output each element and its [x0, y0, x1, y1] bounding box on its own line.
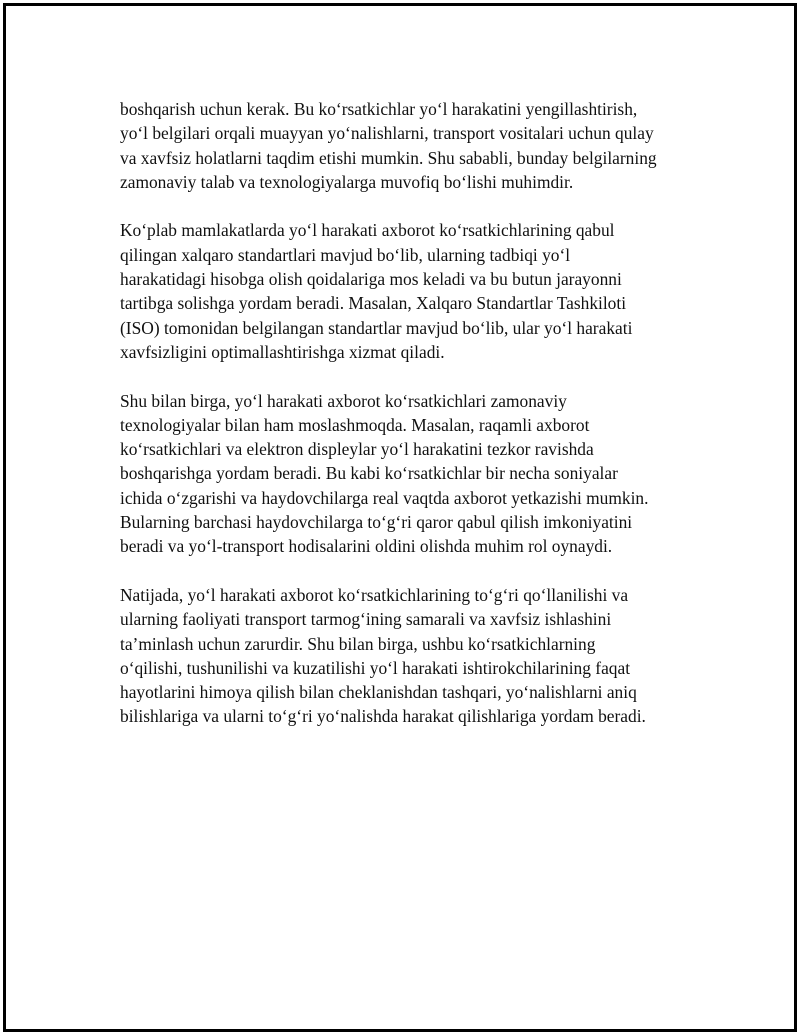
text-line: bilishlariga va ularni toʻgʻri yoʻnalishda harakat qilishlariga yordam beradi.: [120, 706, 646, 727]
text-line: koʻrsatkichlari va elektron displeylar yoʻl harakatini tezkor ravishda: [120, 439, 594, 460]
text-line: yoʻl belgilari orqali muayyan yoʻnalishlarni, transport vositalari uchun qulay: [120, 123, 654, 144]
text-line: Natijada, yoʻl harakati axborot koʻrsatkichlarining toʻgʻri qoʻllanilishi va: [120, 584, 629, 605]
text-line: texnologiyalar bilan ham moslashmoqda. Masalan, raqamli axborot: [120, 414, 590, 435]
text-line: Shu bilan birga, yoʻl harakati axborot koʻrsatkichlari zamonaviy: [120, 390, 567, 411]
paragraph-2: [120, 218, 700, 364]
text-line: (ISO) tomonidan belgilangan standartlar mavjud boʻlib, ular yoʻl harakati: [120, 317, 633, 338]
text-line: oʻqilishi, tushunilishi va kuzatilishi yoʻl harakati ishtirokchilarining faqat: [120, 657, 631, 678]
text-line: Koʻplab mamlakatlarda yoʻl harakati axborot koʻrsatkichlarining qabul: [120, 220, 615, 241]
text-line: ularning faoliyati transport tarmogʻining samarali va xavfsiz ishlashini: [120, 609, 612, 630]
text-line: tartibga solishga yordam beradi. Masalan, Xalqaro Standartlar Tashkiloti: [120, 293, 627, 314]
paragraph-3: [120, 389, 700, 559]
text-line: ichida oʻzgarishi va haydovchilarga real vaqtda axborot yetkazishi mumkin.: [120, 487, 649, 508]
paragraph-1: [120, 97, 700, 194]
document-body: [120, 97, 700, 753]
paragraph-4: [120, 583, 700, 729]
text-line: va xavfsiz holatlarni taqdim etishi mumkin. Shu sababli, bunday belgilarning: [120, 147, 657, 168]
page-frame: [3, 3, 797, 1032]
text-line: qilingan xalqaro standartlari mavjud boʻlib, ularning tadbiqi yoʻl: [120, 244, 571, 265]
text-line: boshqarish uchun kerak. Bu koʻrsatkichlar yoʻl harakatini yengillashtirish,: [120, 99, 638, 119]
text-line: Bularning barchasi haydovchilarga toʻgʻri qaror qabul qilish imkoniyatini: [120, 512, 633, 533]
text-line: taʼminlash uchun zarurdir. Shu bilan birga, ushbu koʻrsatkichlarning: [120, 633, 596, 654]
text-line: xavfsizligini optimallashtirishga xizmat qiladi.: [120, 341, 445, 362]
text-line: zamonaviy talab va texnologiyalarga muvofiq boʻlishi muhimdir.: [120, 171, 574, 192]
text-line: hayotlarini himoya qilish bilan cheklanishdan tashqari, yoʻnalishlarni aniq: [120, 682, 637, 703]
text-line: beradi va yoʻl-transport hodisalarini oldini olishda muhim rol oynaydi.: [120, 536, 613, 557]
text-line: boshqarishga yordam beradi. Bu kabi koʻrsatkichlar bir necha soniyalar: [120, 463, 618, 484]
text-line: harakatidagi hisobga olish qoidalariga mos keladi va bu butun jarayonni: [120, 269, 622, 290]
